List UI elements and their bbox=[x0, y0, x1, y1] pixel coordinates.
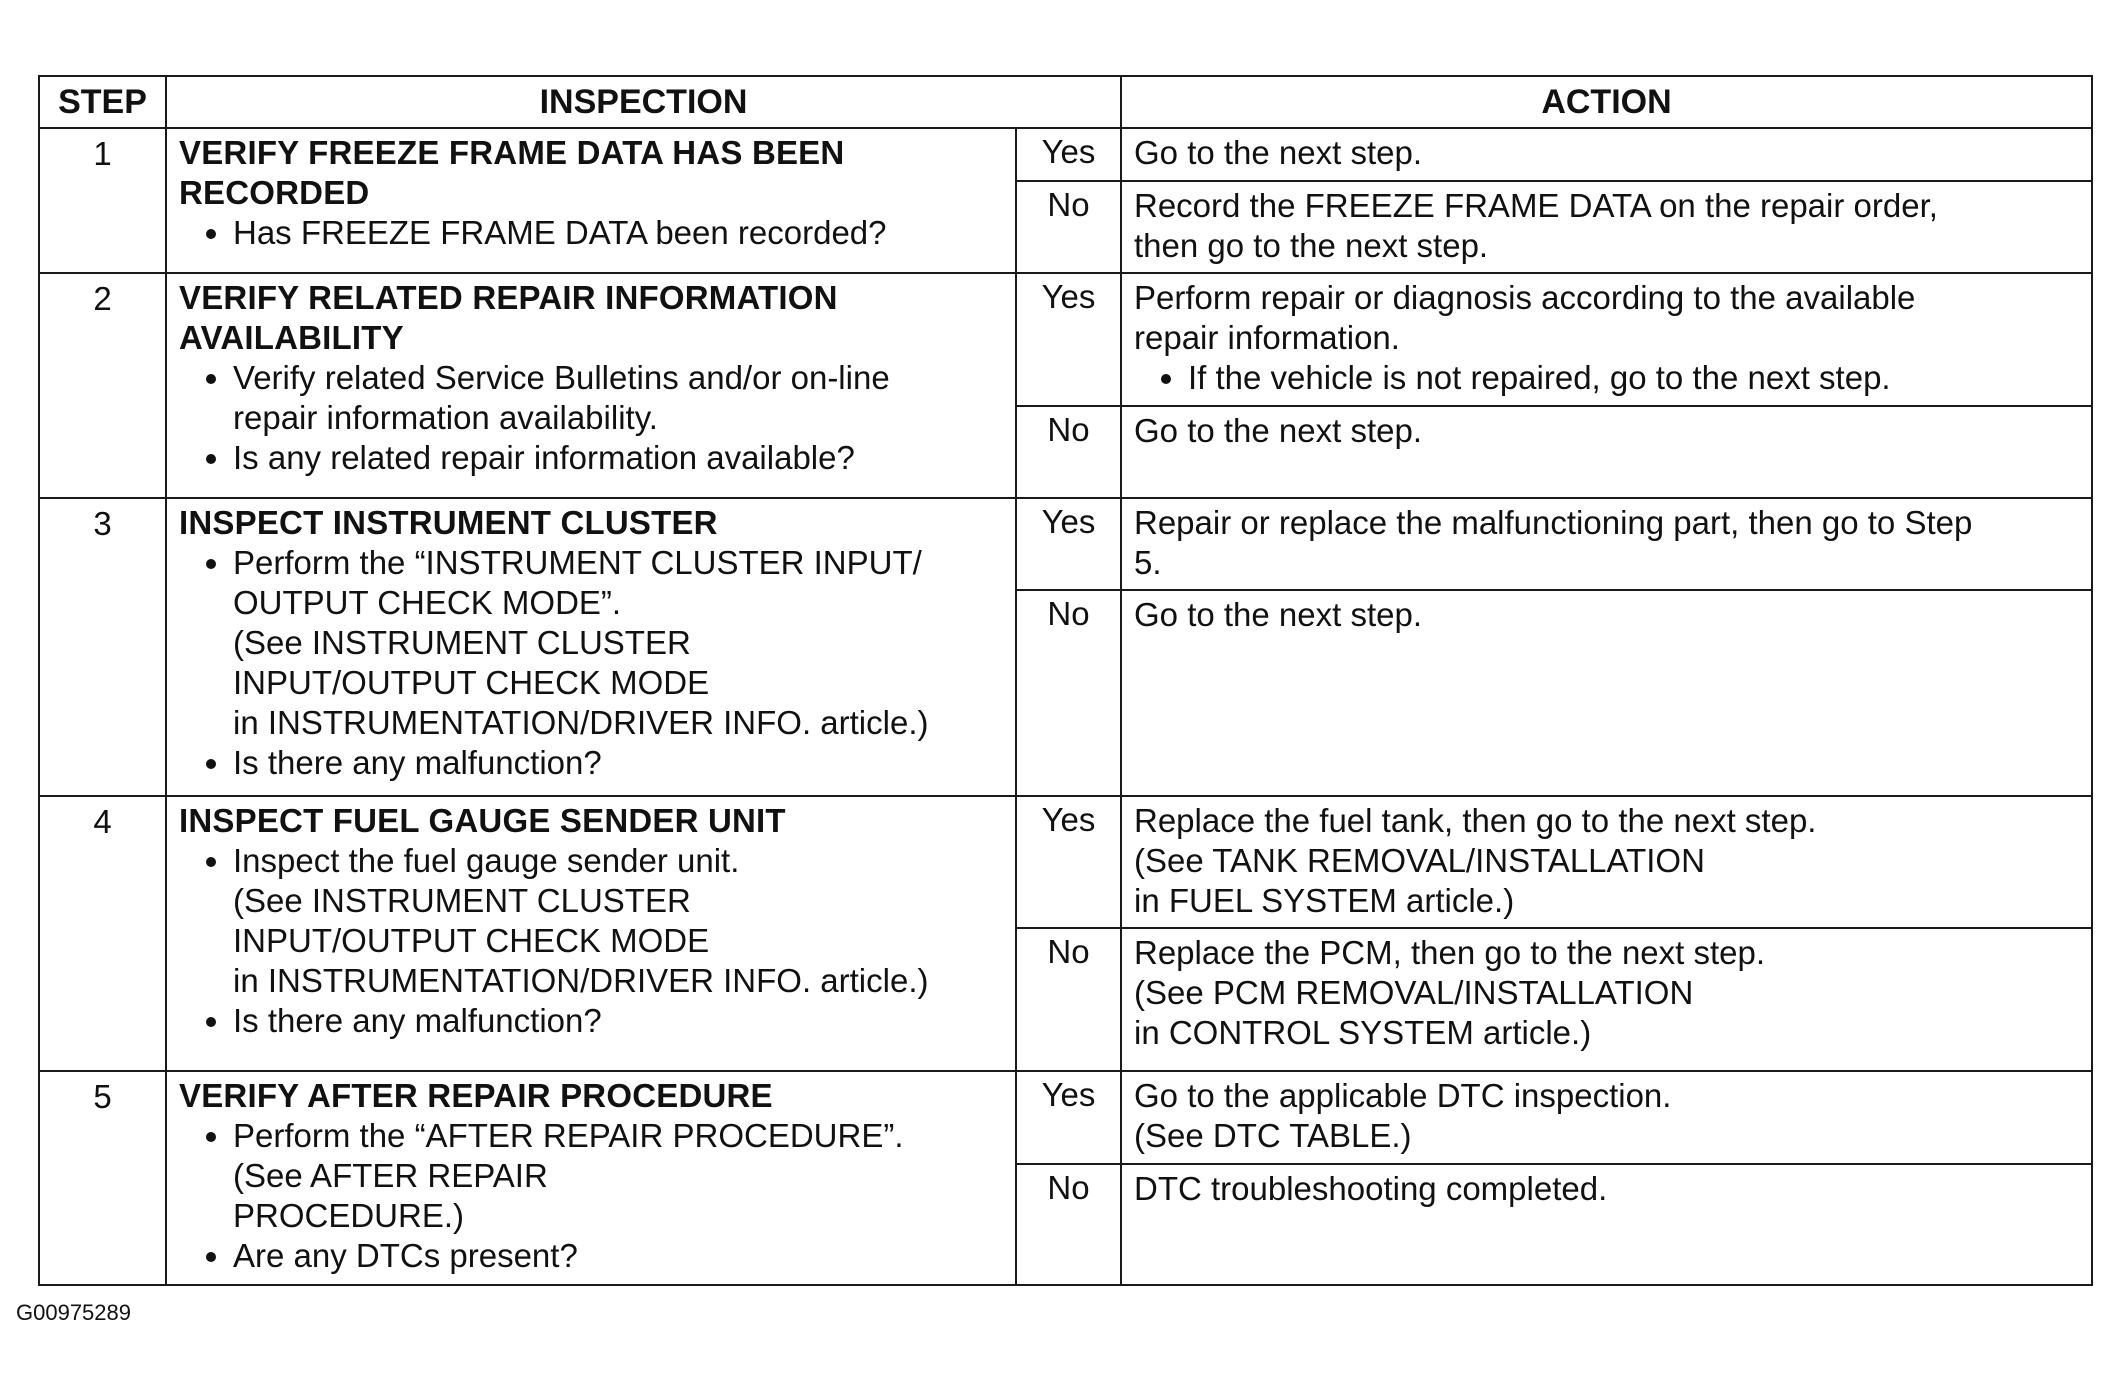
inspection-bullet: • Are any DTCs present? bbox=[233, 1236, 1007, 1276]
no-action: Go to the next step. bbox=[1121, 590, 2092, 796]
inspection-title: VERIFY RELATED REPAIR INFORMATION AVAILABILITY bbox=[179, 278, 838, 356]
no-label: No bbox=[1016, 181, 1121, 273]
yes-action: Repair or replace the malfunctioning part, then go to Step 5. bbox=[1121, 498, 2092, 589]
inspection-cell bbox=[166, 1071, 1016, 1285]
header-step: STEP bbox=[39, 76, 166, 128]
inspection-cell bbox=[166, 128, 1016, 273]
yes-label: Yes bbox=[1016, 128, 1121, 180]
diagnostic-table bbox=[38, 75, 2093, 1286]
inspection-cell bbox=[166, 796, 1016, 1071]
no-label: No bbox=[1016, 590, 1121, 796]
figure-id: G00975289 bbox=[16, 1300, 131, 1325]
yes-label: Yes bbox=[1016, 1071, 1121, 1164]
action-bullet: • If the vehicle is not repaired, go to the next step. bbox=[1188, 358, 2081, 398]
inspection-title: INSPECT FUEL GAUGE SENDER UNIT bbox=[179, 801, 786, 839]
inspection-bullet: • Perform the “INSTRUMENT CLUSTER INPUT/ OUTPUT CHECK MODE”. (See INSTRUMENT CLUSTER INPUT/OUTPUT CHECK MODE in INSTRUMENTATION/DRIVER INFO. article.) bbox=[233, 543, 1007, 743]
header-row bbox=[39, 76, 2092, 128]
table-row bbox=[39, 796, 2092, 929]
step-number: 5 bbox=[39, 1071, 166, 1285]
yes-action: Go to the applicable DTC inspection. (See DTC TABLE.) bbox=[1121, 1071, 2092, 1164]
header-inspection: INSPECTION bbox=[166, 76, 1121, 128]
inspection-title: VERIFY AFTER REPAIR PROCEDURE bbox=[179, 1076, 773, 1114]
no-action: Go to the next step. bbox=[1121, 406, 2092, 498]
inspection-title: INSPECT INSTRUMENT CLUSTER bbox=[179, 504, 718, 542]
inspection-bullet: • Is any related repair information available? bbox=[233, 438, 1007, 478]
inspection-bullet: • Inspect the fuel gauge sender unit. (See INSTRUMENT CLUSTER INPUT/OUTPUT CHECK MODE in INSTRUMENTATION/DRIVER INFO. article.) bbox=[233, 841, 1007, 1001]
yes-label: Yes bbox=[1016, 273, 1121, 406]
no-label: No bbox=[1016, 928, 1121, 1071]
inspection-bullet: • Perform the “AFTER REPAIR PROCEDURE”. (See AFTER REPAIR PROCEDURE.) bbox=[233, 1116, 1007, 1236]
inspection-bullet: • Has FREEZE FRAME DATA been recorded? bbox=[233, 213, 1007, 253]
yes-label: Yes bbox=[1016, 796, 1121, 929]
no-action: Record the FREEZE FRAME DATA on the repair order, then go to the next step. bbox=[1121, 181, 2092, 273]
inspection-bullet: • Is there any malfunction? bbox=[233, 743, 1007, 783]
inspection-cell bbox=[166, 273, 1016, 498]
no-action: Replace the PCM, then go to the next step. (See PCM REMOVAL/INSTALLATION in CONTROL SYSTEM article.) bbox=[1121, 928, 2092, 1071]
yes-label: Yes bbox=[1016, 498, 1121, 589]
yes-action: Replace the fuel tank, then go to the next step. (See TANK REMOVAL/INSTALLATION in FUEL SYSTEM article.) bbox=[1121, 796, 2092, 929]
inspection-cell bbox=[166, 498, 1016, 795]
yes-action: Perform repair or diagnosis according to the available repair information. • If the vehicle is not repaired, go to the next step. bbox=[1121, 273, 2092, 406]
table-row bbox=[39, 128, 2092, 180]
table-row bbox=[39, 273, 2092, 406]
step-number: 1 bbox=[39, 128, 166, 273]
step-number: 3 bbox=[39, 498, 166, 795]
step-number: 4 bbox=[39, 796, 166, 1071]
no-label: No bbox=[1016, 406, 1121, 498]
step-number: 2 bbox=[39, 273, 166, 498]
inspection-bullet: • Verify related Service Bulletins and/or on-line repair information availability. bbox=[233, 358, 1007, 438]
table-row bbox=[39, 498, 2092, 589]
inspection-title: VERIFY FREEZE FRAME DATA HAS BEEN RECORDED bbox=[179, 134, 845, 212]
table-row bbox=[39, 1071, 2092, 1164]
no-action: DTC troubleshooting completed. bbox=[1121, 1164, 2092, 1285]
yes-action: Go to the next step. bbox=[1121, 128, 2092, 180]
inspection-bullet: • Is there any malfunction? bbox=[233, 1001, 1007, 1041]
header-action: ACTION bbox=[1121, 76, 2092, 128]
no-label: No bbox=[1016, 1164, 1121, 1285]
